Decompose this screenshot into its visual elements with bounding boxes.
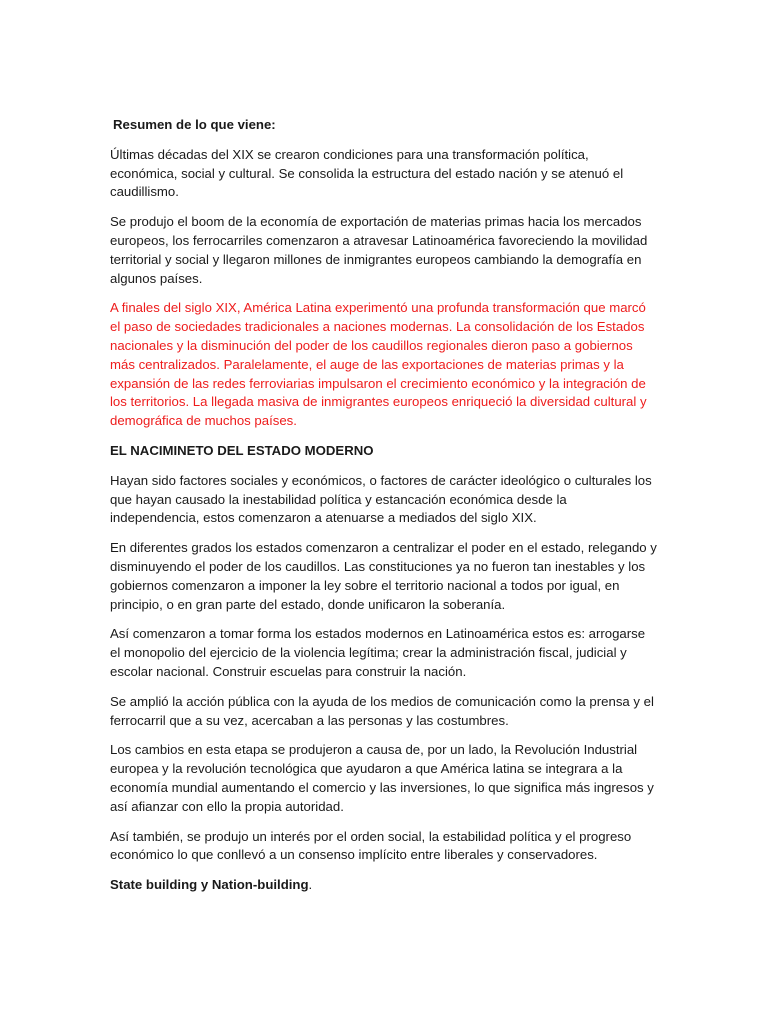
paragraph-body-2: En diferentes grados los estados comenzaron a centralizar el poder en el estado, relegando y disminuyendo el poder de los caudillos. Las constituciones ya no fueron tan inestables y los gobiernos comenzaron a imponer la ley sobre el territorio nacional a todos por igual, en principio, o en gran parte del estado, donde unificaron la soberanía. bbox=[110, 540, 657, 612]
section-heading: EL NACIMINETO DEL ESTADO MODERNO bbox=[110, 442, 374, 458]
closing-punctuation: . bbox=[308, 877, 313, 893]
closing-line bbox=[110, 876, 658, 895]
paragraph-intro-1: Últimas décadas del XIX se crearon condiciones para una transformación política, económica, social y cultural. Se consolida la estructura del estado nación y se atenuó el caudillismo. bbox=[110, 146, 624, 200]
summary-heading: Resumen de lo que viene: bbox=[113, 117, 276, 132]
document-body bbox=[110, 116, 658, 906]
paragraph-body-3: Así comenzaron a tomar forma los estados modernos en Latinoamérica estos es: arrogarse el monopolio del ejercicio de la violencia legítima; crear la administración fiscal, judicial y escolar nacional. Construir escuelas para construir la nación. bbox=[110, 626, 646, 679]
highlighted-paragraph: A finales del siglo XIX, América Latina experimentó una profunda transformación que marcó el paso de sociedades tradicionales a naciones modernas. La consolidación de los Estados nacionales y la disminución del poder de los caudillos regionales dieron paso a gobiernos más centralizados. Paralelamente, el auge de las exportaciones de materias primas y la expansión de las redes ferroviarias impulsaron el crecimiento económico y la integración de los territorios. La llegada masiva de inmigrantes europeos enriqueció la diversidad cultural y demográfica de muchos países. bbox=[110, 300, 647, 429]
paragraph-body-1: Hayan sido factores sociales y económicos, o factores de carácter ideológico o culturales los que hayan causado la inestabilidad política y estancación económica desde la independencia, estos comenzaron a atenuarse a mediados del siglo XIX. bbox=[110, 472, 652, 526]
paragraph-body-5: Los cambios en esta etapa se produjeron a causa de, por un lado, la Revolución Industrial europea y la revolución tecnológica que ayudaron a que América latina se integrara a la economía mundial aumentando el comercio y las inversiones, lo que significa más ingresos y así afianzar con ello la propia autoridad. bbox=[110, 742, 654, 814]
paragraph-body-4: Se amplió la acción pública con la ayuda de los medios de comunicación como la prensa y el ferrocarril que a su vez, acercaban a las personas y las costumbres. bbox=[110, 693, 654, 728]
paragraph-body-6: Así también, se produjo un interés por el orden social, la estabilidad política y el progreso económico lo que conllevó a un consenso implícito entre liberales y conservadores. bbox=[110, 828, 632, 863]
closing-heading: State building y Nation-building bbox=[110, 877, 309, 893]
paragraph-intro-2: Se produjo el boom de la economía de exportación de materias primas hacia los mercados europeos, los ferrocarriles comenzaron a atravesar Latinoamérica favoreciendo la movilidad territorial y social y llegaron millones de inmigrantes europeos cambiando la demografía en algunos países. bbox=[110, 214, 648, 286]
